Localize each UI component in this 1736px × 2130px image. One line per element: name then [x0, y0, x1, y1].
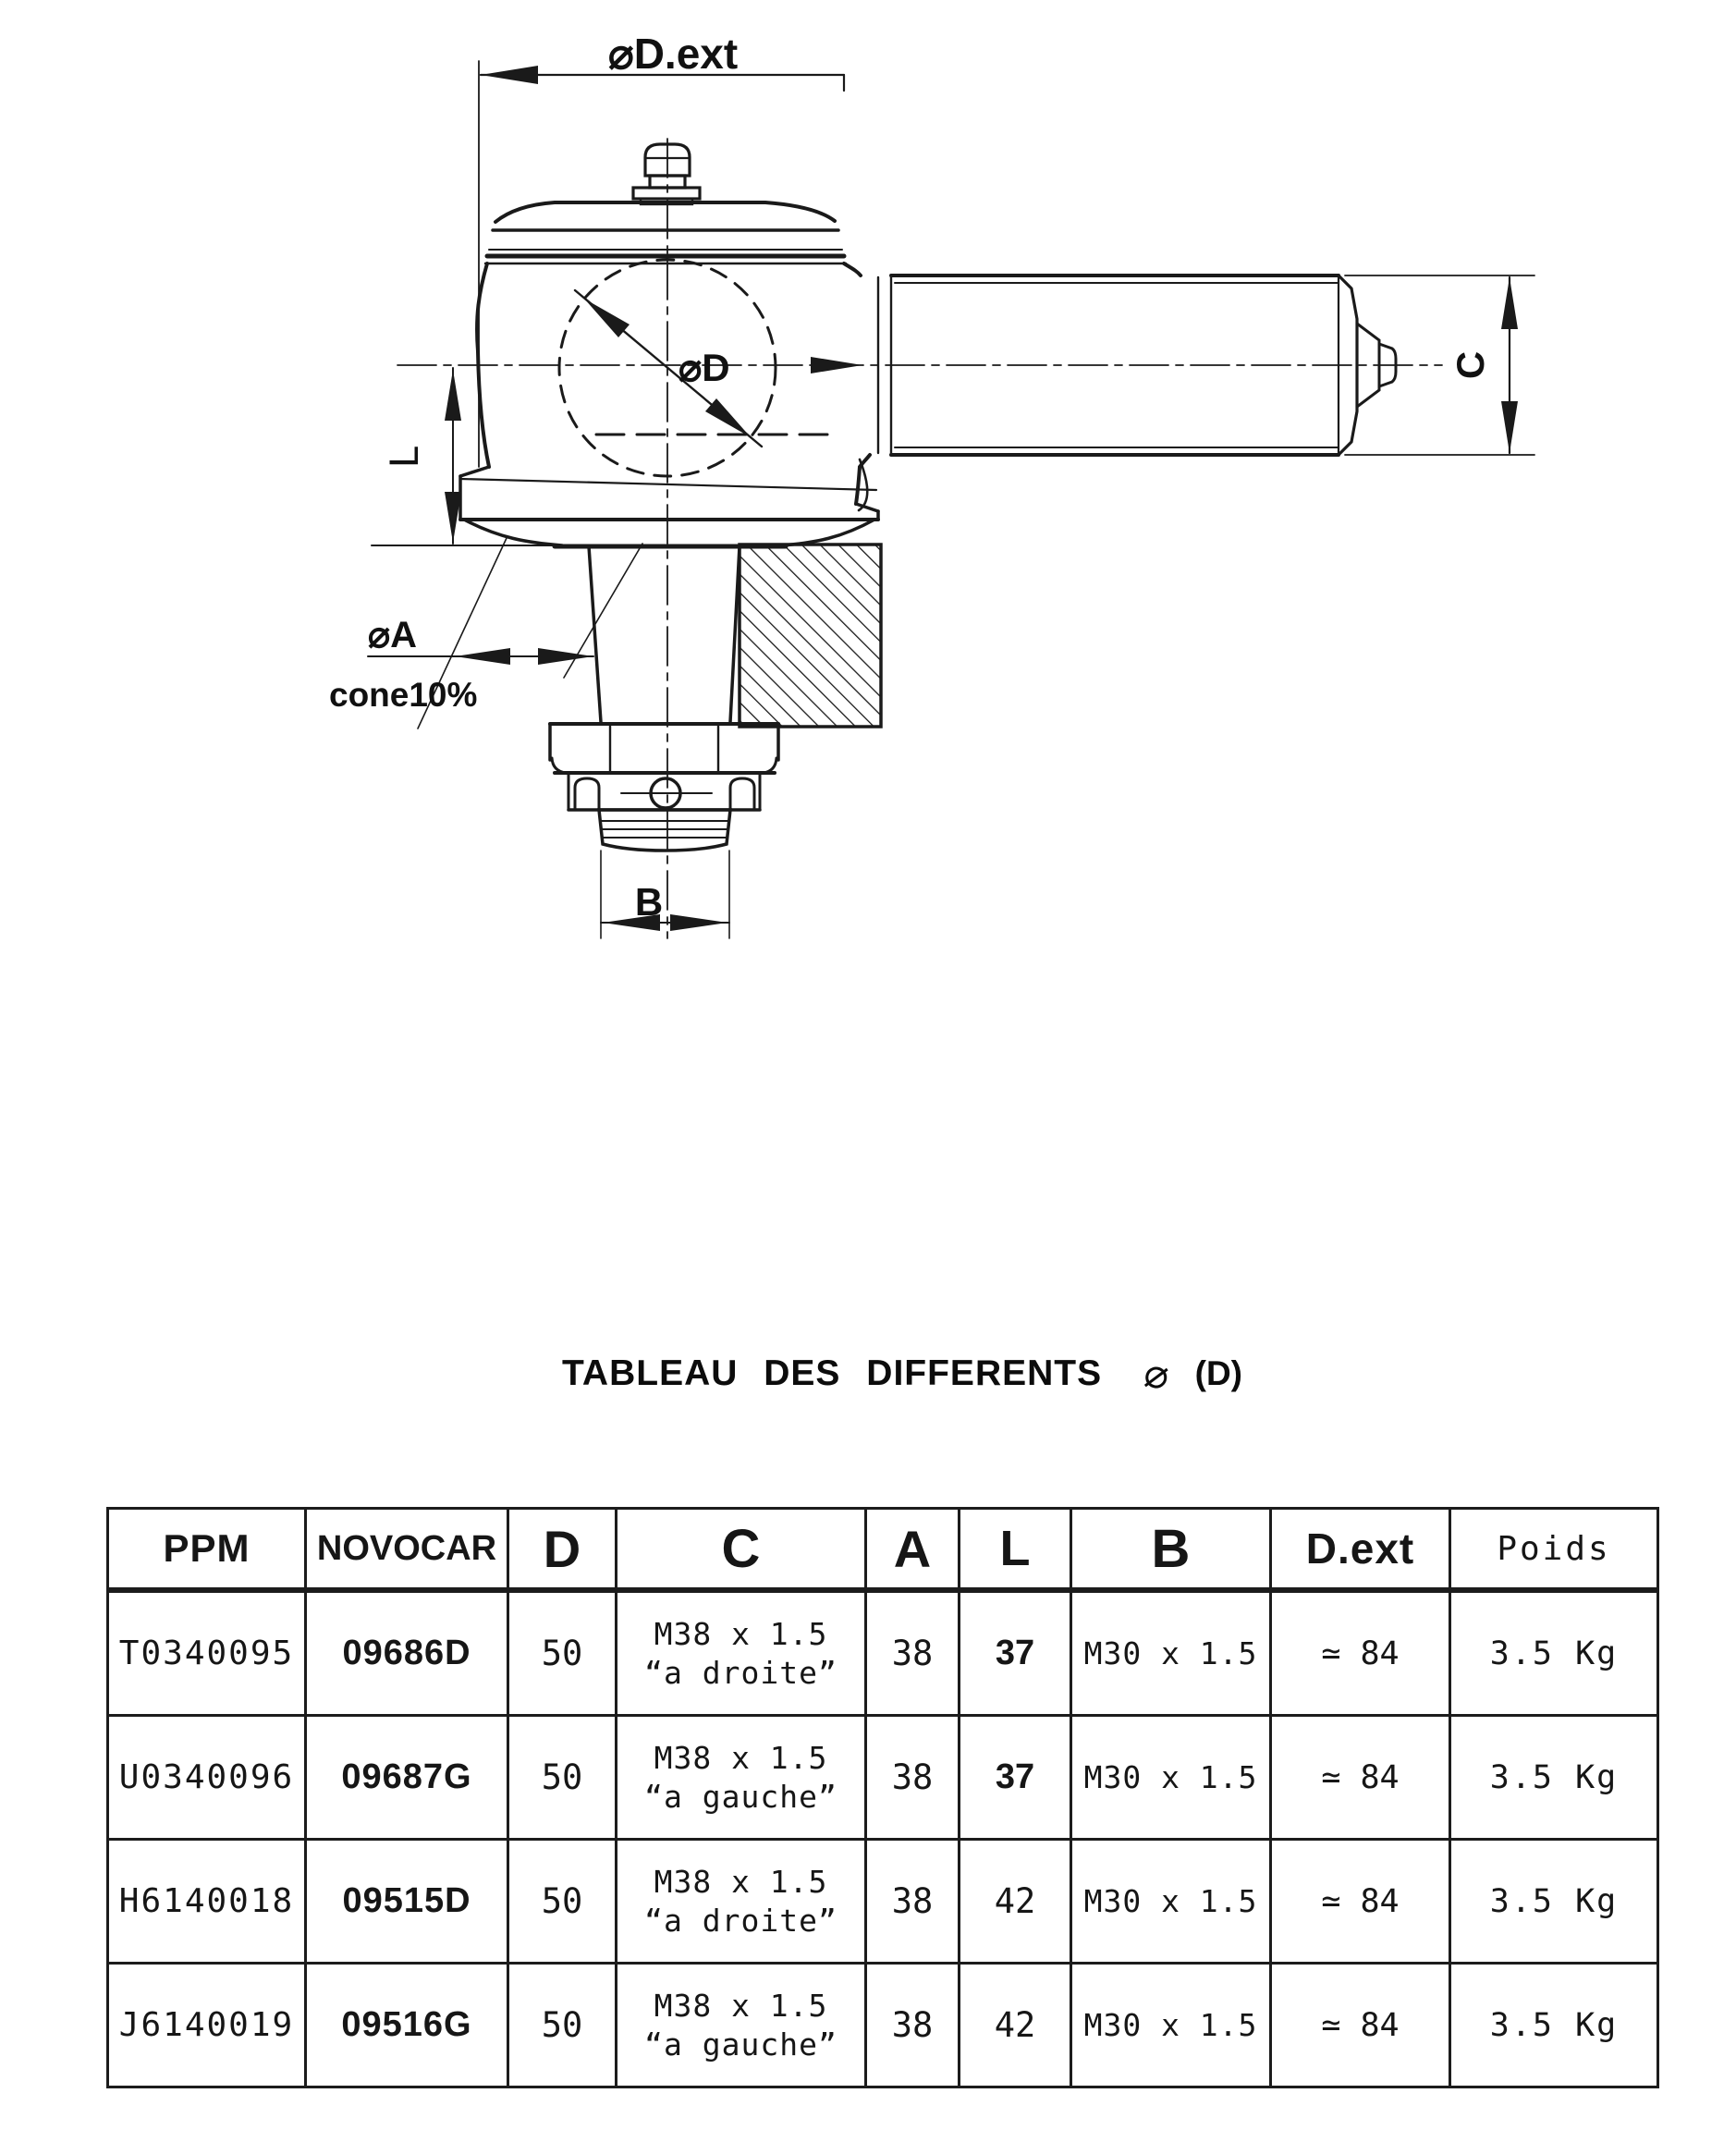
collar-flange [460, 467, 878, 546]
cell-poids: 3.5 Kg [1450, 1840, 1658, 1964]
label-d-ext: ⌀D.ext [608, 30, 739, 78]
b-dimension [601, 851, 729, 938]
table-row [108, 1716, 1658, 1840]
d-arrow-upper [584, 299, 630, 337]
cell-ppm: T0340095 [108, 1590, 306, 1716]
cell-b: M30 x 1.5 [1071, 1590, 1271, 1716]
column-header-dext: D.ext [1271, 1509, 1450, 1591]
cell-poids: 3.5 Kg [1450, 1590, 1658, 1716]
cell-ppm: H6140018 [108, 1840, 306, 1964]
center-lines [397, 139, 1442, 938]
clamp-block-section [740, 545, 881, 727]
column-header-a: A [866, 1509, 960, 1591]
a-arrow-left [455, 648, 510, 665]
boot-right [782, 520, 874, 545]
d-arrow-lower [705, 398, 751, 437]
table-title [0, 1349, 1736, 1399]
cell-a: 38 [866, 1716, 960, 1840]
label-l: L [382, 445, 427, 469]
label-cone: cone10% [329, 676, 478, 714]
cell-d: 50 [508, 1590, 617, 1716]
castle-nut [550, 724, 778, 810]
cell-c-direction: “a gauche” [644, 2026, 837, 2063]
cell-dext: ≃ 84 [1271, 1590, 1450, 1716]
parts-table [106, 1507, 1659, 2088]
cell-l: 37 [960, 1590, 1071, 1716]
cell-ppm: J6140019 [108, 1964, 306, 2087]
column-header-d: D [508, 1509, 617, 1591]
cell-d: 50 [508, 1964, 617, 2087]
cell-l: 42 [960, 1964, 1071, 2087]
cell-a: 38 [866, 1590, 960, 1716]
drawing-labels [329, 30, 1492, 924]
cell-ppm: U0340096 [108, 1716, 306, 1840]
cell-novocar: 09516G [306, 1964, 508, 2087]
housing-cap [485, 202, 846, 263]
c-arrow-top [1501, 277, 1518, 329]
label-a: ⌀A [368, 615, 417, 655]
cell-novocar: 09687G [306, 1716, 508, 1840]
c-arrow-bottom [1501, 401, 1518, 453]
cell-c-direction: “a gauche” [644, 1778, 837, 1815]
cell-b: M30 x 1.5 [1071, 1964, 1271, 2087]
table-row [108, 1590, 1658, 1716]
table-row [108, 1964, 1658, 2087]
cell-c-direction: “a droite” [644, 1654, 837, 1691]
table-header-row [108, 1509, 1658, 1591]
cell-c-direction: “a droite” [644, 1902, 837, 1939]
column-header-l: L [960, 1509, 1071, 1591]
l-arrow-top [445, 370, 461, 421]
castle-slot-left [575, 778, 599, 810]
cell-a: 38 [866, 1840, 960, 1964]
housing-body [477, 263, 870, 504]
a-arrow-right [538, 648, 593, 665]
table-title-suffix: (D) [1194, 1354, 1242, 1392]
cell-b: M30 x 1.5 [1071, 1716, 1271, 1840]
b-arrow-right [670, 914, 727, 931]
column-header-ppm: PPM [108, 1509, 306, 1591]
cell-dext: ≃ 84 [1271, 1840, 1450, 1964]
cell-dext: ≃ 84 [1271, 1964, 1450, 2087]
dext-arrow [481, 66, 538, 84]
threaded-end [599, 810, 730, 851]
cell-dext: ≃ 84 [1271, 1716, 1450, 1840]
cell-c [617, 1840, 866, 1964]
centerline-arrow [811, 357, 862, 373]
ball-diameter-annotation [575, 290, 762, 447]
cell-d: 50 [508, 1716, 617, 1840]
cell-a: 38 [866, 1964, 960, 2087]
column-header-c: C [617, 1509, 866, 1591]
column-header-b: B [1071, 1509, 1271, 1591]
cell-novocar: 09686D [306, 1590, 508, 1716]
cell-poids: 3.5 Kg [1450, 1716, 1658, 1840]
table-row [108, 1840, 1658, 1964]
cell-c [617, 1590, 866, 1716]
cell-d: 50 [508, 1840, 617, 1964]
castle-slot-right [730, 778, 754, 810]
cell-l: 42 [960, 1840, 1071, 1964]
table-title-text: TABLEAU DES DIFFERENTS [562, 1353, 1103, 1393]
cell-c-thread: M38 x 1.5 [654, 1616, 828, 1653]
cell-c [617, 1964, 866, 2087]
cell-c-thread: M38 x 1.5 [654, 1740, 828, 1777]
cell-l: 37 [960, 1716, 1071, 1840]
cell-c [617, 1716, 866, 1840]
cell-novocar: 09515D [306, 1840, 508, 1964]
cell-c-thread: M38 x 1.5 [654, 1988, 828, 2025]
label-d: ⌀D [679, 346, 730, 389]
grease-nipple [633, 144, 700, 204]
column-header-novocar: NOVOCAR [306, 1509, 508, 1591]
label-b: B [634, 880, 664, 924]
cell-poids: 3.5 Kg [1450, 1964, 1658, 2087]
cell-b: M30 x 1.5 [1071, 1840, 1271, 1964]
label-c: C [1449, 350, 1492, 380]
cell-c-thread: M38 x 1.5 [654, 1864, 828, 1901]
shaft-tube [859, 275, 1396, 510]
diameter-symbol-icon: ⌀ [1141, 1349, 1172, 1399]
boot-left [464, 520, 562, 545]
column-header-poids: Poids [1450, 1509, 1658, 1591]
